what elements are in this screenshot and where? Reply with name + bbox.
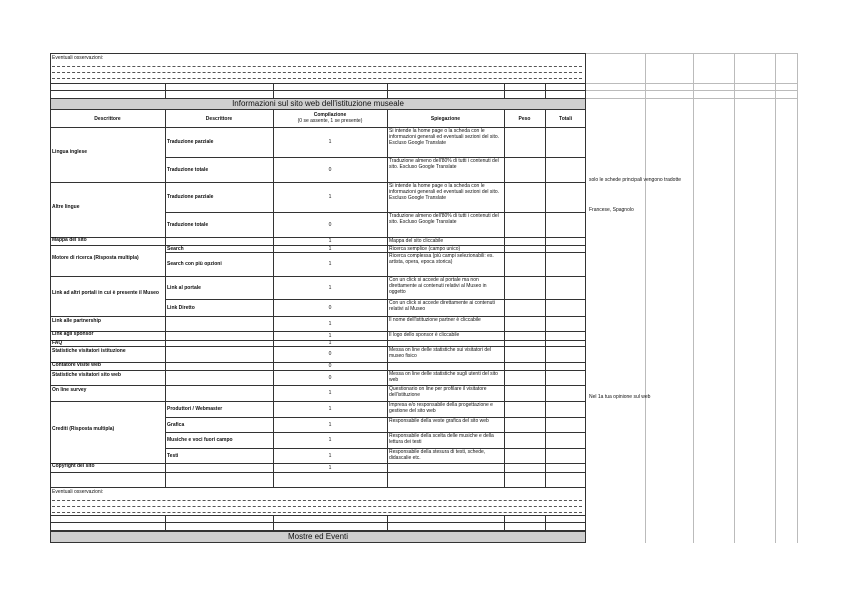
- grid-line: [586, 98, 798, 99]
- compilazione-value: 1: [328, 421, 332, 428]
- border-line: [50, 53, 586, 54]
- descrittore-primary: Lingua inglese: [52, 148, 88, 155]
- spiegazione-text: Questionario on line per profilare il visitatore dell'istituzione: [389, 386, 487, 398]
- spiegazione-text: Mappa del sito cliccabile: [389, 238, 444, 244]
- compilazione-value: 1: [328, 245, 332, 252]
- descrittore-secondary: Link al portale: [167, 284, 201, 291]
- grid-line: [775, 53, 776, 543]
- row-border: [50, 385, 165, 386]
- compilazione-value: 1: [328, 284, 332, 291]
- spiegazione-text: Responsabile della stesura di testi, schede, didascalie etc.: [389, 449, 486, 461]
- border-line: [585, 53, 586, 543]
- descrittore-primary: FAQ: [52, 340, 63, 346]
- row-border: [50, 472, 165, 473]
- spiegazione-text: Si intende la home page o la scheda con le informazioni generali ed eventuali sezioni del sito. Escluso Google Translate: [389, 183, 500, 201]
- descrittore-primary: Link alle partnership: [52, 317, 101, 324]
- compilazione-value: 1: [328, 406, 332, 412]
- spiegazione-text: Traduzione almeno dell'80% di tutti i contenuti del sito. Escluso Google Translate: [389, 213, 499, 225]
- spiegazione-text: Ricerca semplice (campo unico): [389, 246, 461, 252]
- border-line: [545, 83, 546, 98]
- spiegazione-text: Traduzione almeno dell'80% di tutti i contenuti del sito. Escluso Google Translate: [389, 158, 499, 170]
- compilazione-value: 1: [328, 390, 332, 396]
- footer-title: Mostre ed Eventi: [287, 532, 349, 541]
- descrittore-secondary: Search: [167, 245, 184, 252]
- header-peso: Peso: [518, 116, 531, 122]
- row-border: [50, 346, 165, 347]
- border-line: [50, 53, 51, 543]
- note-lingua-inglese: solo le schede principali vengono tradotte: [589, 177, 682, 183]
- descrittore-primary: Statistiche visitatori sito web: [52, 371, 121, 378]
- descrittore-primary: Copyright del sito: [52, 463, 95, 469]
- descrittore-secondary: Search con più opzioni: [167, 261, 222, 267]
- descrittore-primary: Mappa del sito: [52, 237, 87, 243]
- border-line: [50, 522, 586, 523]
- row-border: [165, 417, 586, 418]
- border-line: [387, 515, 388, 531]
- spiegazione-text: Messa on line delle statistiche sugli utenti del sito web: [389, 371, 498, 383]
- border-line: [273, 83, 274, 98]
- row-border: [165, 448, 586, 449]
- grid-line: [586, 53, 798, 54]
- row-border: [165, 401, 586, 402]
- border-line: [504, 515, 505, 531]
- border-line: [165, 83, 166, 98]
- grid-line: [693, 53, 694, 543]
- row-border: [165, 432, 586, 433]
- header-descrittore-1: Descrittore: [94, 116, 121, 122]
- spiegazione-text: Il logo dello sponsor è cliccabile: [389, 332, 460, 338]
- header-descrittore-2: Descrittore: [205, 116, 233, 122]
- descrittore-primary: Motore di ricerca (Risposta multipla): [52, 254, 139, 261]
- row-border: [50, 245, 165, 246]
- border-line: [50, 83, 586, 84]
- compilazione-value: 1: [328, 437, 332, 443]
- descrittore-primary: Crediti (Risposta multipla): [52, 426, 115, 432]
- border-line: [50, 90, 586, 91]
- compilazione-value: 1: [328, 238, 332, 244]
- row-border: [165, 252, 586, 253]
- header-spiegazione: Spiegazione: [430, 116, 461, 122]
- descrittore-secondary: Testi: [167, 452, 179, 459]
- spiegazione-text: Messa on line delle statistiche sui visitatori del museo fisico: [389, 347, 491, 359]
- compilazione-value: 1: [328, 464, 332, 471]
- compilazione-value: 1: [328, 139, 332, 145]
- descrittore-secondary: Link Diretto: [167, 304, 195, 311]
- observations-label-top: Eventuali osservazioni:: [52, 55, 104, 61]
- header-compilazione-sub: (0 se assente, 1 se presente): [297, 118, 363, 124]
- descrittore-secondary: Traduzione parziale: [167, 194, 214, 200]
- row-border: [50, 276, 165, 277]
- border-line: [50, 127, 586, 128]
- header-totali: Totali: [559, 116, 572, 122]
- spiegazione-text: Responsabile della veste grafica del sito web: [389, 418, 489, 424]
- compilazione-value: 0: [328, 363, 332, 369]
- row-border: [165, 472, 586, 473]
- spiegazione-text: Si intende la home page o la scheda con le informazioni generali ed eventuali sezioni del sito. Escluso Google Translate: [389, 128, 500, 146]
- border-line: [545, 515, 546, 531]
- row-border: [165, 346, 586, 347]
- compilazione-value: 1: [328, 332, 332, 339]
- grid-line: [645, 53, 646, 543]
- grid-line: [797, 53, 798, 543]
- observations-line: [52, 500, 582, 501]
- border-line: [50, 487, 586, 488]
- spiegazione-text: Responsabile della scelta delle musiche e della lettura dei testi: [389, 433, 494, 445]
- note-altre-lingue: Francese, Spagnolo: [589, 207, 634, 213]
- compilazione-value: 1: [328, 320, 332, 327]
- observations-line: [52, 512, 582, 513]
- spiegazione-text: Impresa e/o responsabile della progettazione e gestione del sito web: [389, 402, 493, 414]
- border-line: [504, 83, 505, 98]
- compilazione-value: 1: [328, 194, 332, 200]
- grid-line: [586, 90, 798, 91]
- descrittore-primary: Link agli sponsor: [52, 331, 94, 337]
- row-border: [165, 299, 586, 300]
- section-title: Informazioni sul sito web dell'istituzione museale: [232, 99, 404, 108]
- header-compilazione: Compilazione: [313, 112, 347, 118]
- descrittore-secondary: Produttori / Webmaster: [167, 406, 223, 412]
- descrittore-primary: Altre lingue: [52, 203, 80, 210]
- row-border: [165, 370, 586, 371]
- compilazione-value: 0: [328, 304, 332, 311]
- row-border: [50, 401, 165, 402]
- row-border: [165, 316, 586, 317]
- descrittore-primary: Contatore visite web: [52, 362, 101, 368]
- descrittore-secondary: Grafica: [167, 421, 185, 428]
- observations-line: [52, 66, 582, 67]
- row-border: [165, 157, 586, 158]
- grid-line: [586, 83, 798, 84]
- spiegazione-text: Con un click si accede al portale ma non direttamente ai contenuti relativi al Museo in oggetto: [389, 277, 487, 295]
- grid-line: [734, 53, 735, 543]
- border-line: [165, 515, 166, 531]
- descrittore-secondary: Traduzione parziale: [167, 139, 214, 145]
- compilazione-value: 1: [328, 452, 332, 459]
- observations-label-bottom: Eventuali osservazioni:: [52, 489, 104, 495]
- compilazione-value: 0: [328, 166, 332, 173]
- compilazione-value: 1: [328, 261, 332, 267]
- row-border: [165, 212, 586, 213]
- compilazione-value: 0: [328, 221, 332, 228]
- spiegazione-text: Ricerca complessa (più campi selezionabili: es. artista, opera, epoca storica): [389, 253, 494, 265]
- descrittore-secondary: Traduzione totale: [167, 221, 209, 228]
- note-survey: Nel 1a tua opinione sul web: [589, 394, 651, 400]
- border-line: [387, 83, 388, 98]
- descrittore-primary: On line survey: [52, 387, 87, 393]
- row-border: [50, 182, 165, 183]
- spiegazione-text: Il nome dell'istituzione partner è cliccabile: [389, 317, 481, 323]
- descrittore-primary: Statistiche visitatori istituzione: [52, 348, 126, 354]
- descrittore-primary: Link ad altri portali in cui è presente il Museo: [52, 290, 159, 296]
- border-line: [273, 515, 274, 531]
- spiegazione-text: Con un click si accede direttamente ai contenuti relativi al Museo: [389, 300, 495, 312]
- descrittore-secondary: Traduzione totale: [167, 166, 209, 173]
- row-border: [165, 385, 586, 386]
- compilazione-value: 0: [328, 374, 332, 381]
- compilazione-value: 1: [328, 340, 332, 346]
- observations-line: [52, 72, 582, 73]
- observations-line: [52, 78, 582, 79]
- row-border: [165, 276, 586, 277]
- row-border: [165, 182, 586, 183]
- compilazione-value: 0: [328, 351, 332, 357]
- observations-line: [52, 506, 582, 507]
- descrittore-secondary: Musiche e voci fuori campo: [167, 437, 233, 443]
- border-line: [50, 515, 586, 516]
